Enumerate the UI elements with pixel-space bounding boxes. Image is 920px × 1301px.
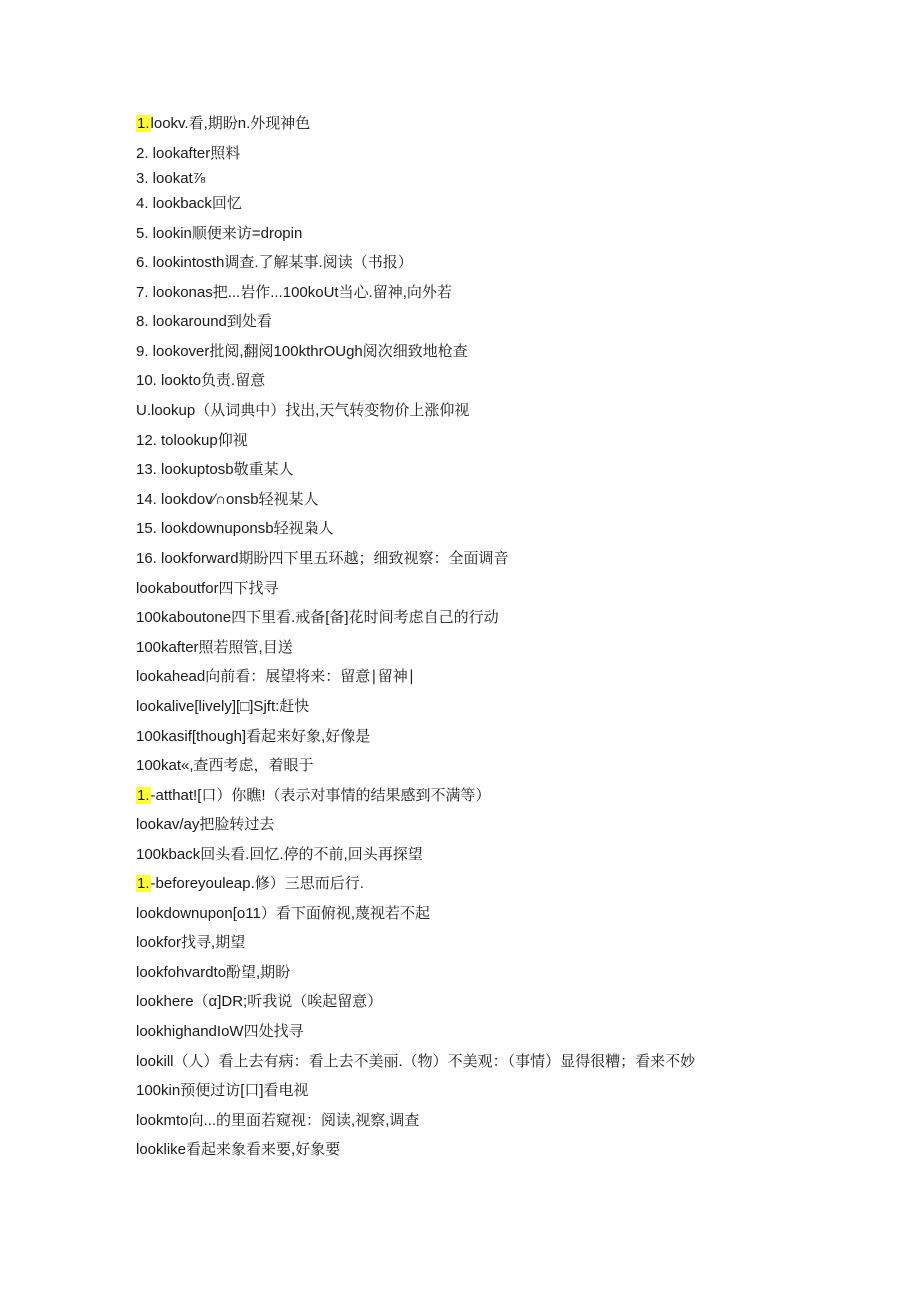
text-line [136, 696, 309, 718]
line-text: lookalive[lively][□]Sjft:赶快 [136, 698, 310, 715]
line-text: 4. lookback回忆 [136, 195, 242, 212]
line-text: 12. tolookup仰视 [136, 432, 248, 449]
line-text: 100kin预便过访[口]看电视 [136, 1082, 309, 1099]
line-text: looklike看起来象看来要,好象要 [136, 1141, 341, 1158]
text-line [136, 991, 382, 1013]
text-line [136, 755, 314, 777]
line-text: 8. lookaround到处看 [136, 313, 272, 330]
line-text: 100kafter照若照管,目送 [136, 639, 293, 656]
text-line [136, 400, 469, 422]
line-text: 2. lookafter照料 [136, 145, 241, 162]
text-line [136, 143, 240, 165]
line-text: -beforeyouleap.修）三思而后行. [150, 875, 364, 892]
text-line [136, 1080, 309, 1102]
text-line [136, 578, 279, 600]
text-line [136, 193, 242, 215]
text-line [136, 637, 293, 659]
line-text: U.lookup（从词典中）找出,天气转变物价上涨仰视 [136, 402, 470, 419]
line-text: 3. lookat⅞ [136, 170, 206, 187]
line-text: 16. lookforward期盼四下里五环越；细致视察：全面调音 [136, 550, 509, 567]
line-text: 10. lookto负责.留意 [136, 372, 266, 389]
line-text: 100kback回头看.回忆.停的不前,回头再探望 [136, 846, 423, 863]
text-line [136, 518, 334, 540]
text-line [136, 814, 274, 836]
text-line [136, 1021, 304, 1043]
text-line [136, 548, 509, 570]
text-line [136, 489, 319, 511]
text-line [136, 282, 452, 304]
text-line [136, 1051, 695, 1073]
line-text: lookav/ay把脸转过去 [136, 816, 275, 833]
line-text: lookmto向...的里面若窥视：阅读,视察,调查 [136, 1112, 420, 1129]
text-line [136, 113, 310, 135]
line-text: 13. lookuptosb敬重某人 [136, 461, 294, 478]
line-text: lookahead向前看：展望将来：留意∣留神∣ [136, 668, 416, 685]
text-line [136, 459, 294, 481]
line-text: lookhere（α]DR;听我说（唉起留意） [136, 993, 383, 1010]
line-text: 100kaboutone四下里看.戒备[备]花时间考虑自己的行动 [136, 609, 499, 626]
line-text: 5. lookin顺便来访=dropin [136, 225, 303, 242]
line-text: lookdownupon[o11）看下面俯视,蔑视若不起 [136, 905, 430, 922]
text-line [136, 223, 302, 245]
line-text: lookhighandIoW四处找寻 [136, 1023, 304, 1040]
text-line [136, 785, 491, 807]
text-line [136, 430, 248, 452]
line-text: 100kasif[though]看起来好象,好像是 [136, 728, 371, 745]
text-line [136, 903, 430, 925]
line-text: -atthat![口）你瞧!（表示对事情的结果感到不满等） [150, 787, 491, 804]
text-line [136, 1139, 340, 1161]
highlighted-number: 1. [137, 787, 150, 804]
text-line [136, 252, 413, 274]
text-line [136, 311, 272, 333]
text-line [136, 962, 290, 984]
text-line [136, 168, 205, 190]
highlighted-number: 1. [137, 115, 150, 132]
line-text: lookill（人）看上去有病：看上去不美丽.（物）不美观：（事情）显得很糟；看来不妙 [136, 1053, 696, 1070]
text-line [136, 1110, 419, 1132]
text-line [136, 341, 468, 363]
line-text: 15. lookdownuponsb轻视枭人 [136, 520, 334, 537]
line-text: 100kat«,查西考虑，着眼于 [136, 757, 314, 774]
text-line [136, 932, 245, 954]
text-line [136, 844, 423, 866]
text-line [136, 370, 265, 392]
text-line [136, 607, 499, 629]
text-line [136, 873, 364, 895]
line-text: 9. lookover批阅,翻阅100kthrOUgh阅次细致地枪查 [136, 343, 468, 360]
line-text: 6. lookintosth调查.了解某事.阅读（书报） [136, 254, 413, 271]
line-text: lookfohvardto酚望,期盼 [136, 964, 291, 981]
line-text: lookv.看,期盼n.外现神色 [150, 115, 311, 132]
line-text: lookfor找寻,期望 [136, 934, 246, 951]
line-text: 7. lookonas把...岩作...100kοUt当心.留神,向外若 [136, 284, 452, 301]
text-line [136, 726, 370, 748]
line-text: lookaboutfor四下找寻 [136, 580, 279, 597]
line-text: 14. lookdov∕∩onsb轻视某人 [136, 491, 319, 508]
text-line [136, 666, 415, 688]
highlighted-number: 1. [137, 875, 150, 892]
